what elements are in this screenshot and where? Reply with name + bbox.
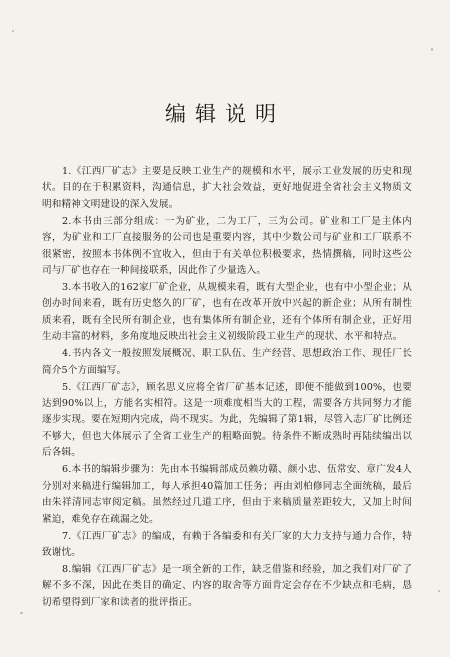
scan-speck — [12, 30, 14, 32]
paragraph-6: 6.本书的编辑步骤为：先由本书编辑部成员赖功赣、颜小忠、伍常安、章广发4人分别对来稿进行编辑加工，每人承担40篇加工任务；再由刘柏修同志全面统稿，最后由朱祥清同志审阅定稿。虽然经过几道工序，但由于来稿质量差距较大，又加上时间紧迫，难免存在疏漏之处。 — [42, 464, 412, 525]
page-title: 编辑说明 — [165, 102, 285, 126]
paragraph-8: 8.编辑《江西厂矿志》是一项全新的工作，缺乏借鉴和经验，加之我们对厂矿了解不多不深，因此在类目的确定、内容的取舍等方面肯定会存在不少缺点和毛病，恳切希望得到厂家和读者的批评指正。 — [42, 563, 412, 608]
paragraph-2: 2.本书由三部分组成：一为矿业，二为工厂，三为公司。矿业和工厂是主体内容，为矿业和工厂直接服务的公司也是重要内容，其中少数公司与矿业和工厂联系不很紧密，按照本书体例不宜收入，但由于有关单位积极要求，热情撰稿，同时这些公司与厂矿也存在一种间接联系，因此作了少量选入。 — [42, 215, 412, 277]
scan-speck — [438, 590, 440, 592]
paragraph-3: 3.本书收入的162家厂矿企业，从规模来看，既有大型企业，也有中小型企业；从创办时间来看，既有历史悠久的厂矿，也有在改革开放中兴起的新企业；从所有制性质来看，既有全民所有制企业，也有集体所有制企业，还有个体所有制企业，正好用生动丰富的材料，多角度地反映出社会主义初级阶段工业生产的现状、水平和特点。 — [42, 282, 412, 343]
paragraph-1: 1.《江西厂矿志》主要是反映工业生产的规模和水平，展示工业发展的历史和现状。目的在于积累资料，沟通信息，扩大社会效益，更好地促进全省社会主义物质文明和精神文明建设的深入发展。 — [42, 166, 412, 210]
paragraph-5: 5.《江西厂矿志》，顾名思义应将全省厂矿基本记述，即便不能做到100%，也要达到90%以上，方能名实相符。这是一项难度相当大的工程，需要各方共同努力才能逐步实现。要在短期内完成，尚不现实。为此，先编辑了第1辑，尽管入志厂矿比例还不够大，但也大体展示了全省工业生产的粗略面貌。待条件不断成熟时再陆续编出以后各辑。 — [42, 381, 412, 459]
paragraph-7: 7.《江西厂矿志》的编成，有赖于各编委和有关厂家的大力支持与通力合作，特致谢忱。 — [42, 530, 412, 558]
scan-speck — [431, 48, 433, 51]
document-body — [42, 164, 412, 612]
paragraph-4: 4.书内各文一般按照发展概况、职工队伍、生产经营、思想政治工作、现任厂长简介5个方面编写。 — [42, 348, 412, 376]
scan-speck — [20, 612, 23, 614]
